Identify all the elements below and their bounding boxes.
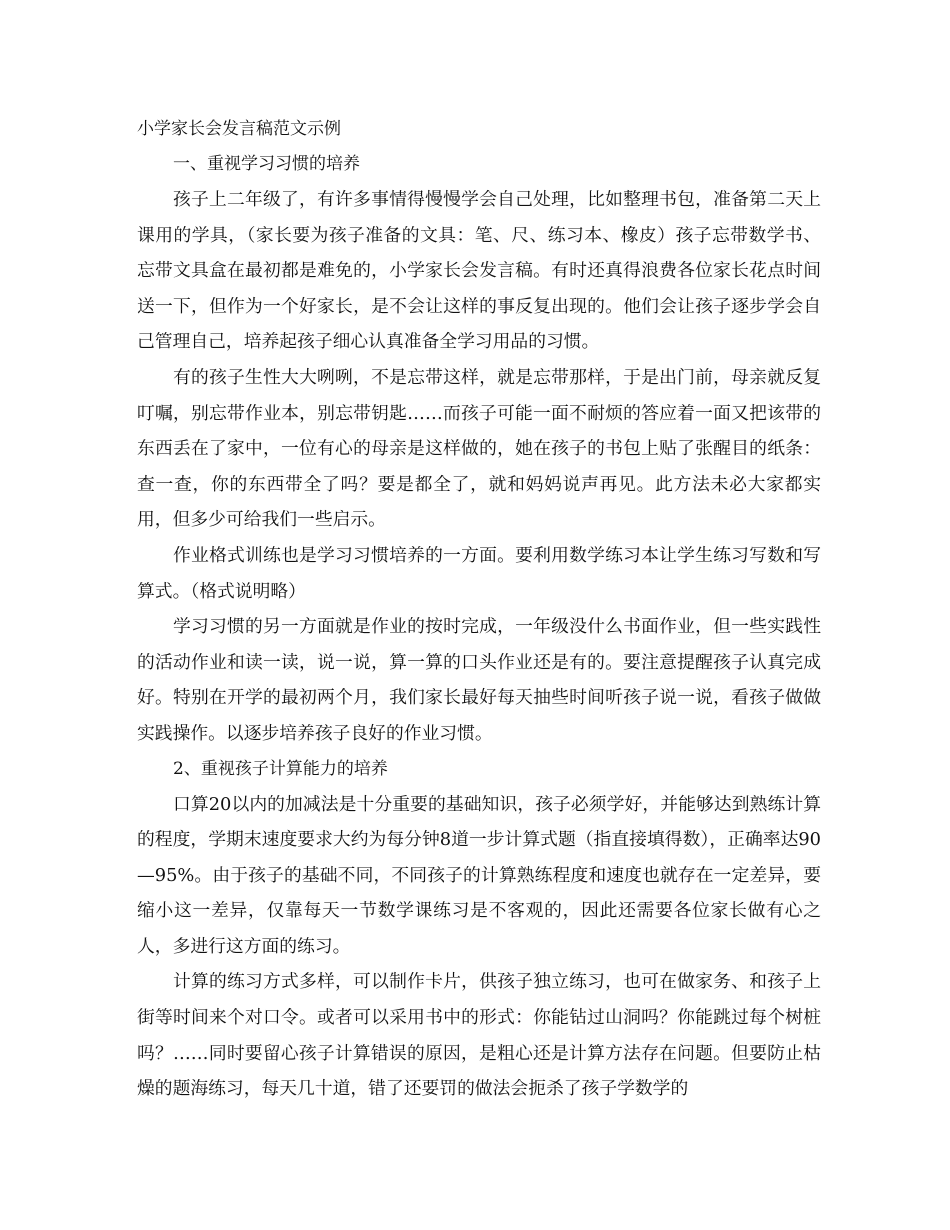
paragraph: 作业格式训练也是学习习惯培养的一方面。要利用数学练习本让学生练习写数和写算式。（格式说明略） <box>137 544 821 602</box>
paragraph: 孩子上二年级了，有许多事情得慢慢学会自己处理，比如整理书包，准备第二天上课用的学具，（家长要为孩子准备的文具：笔、尺、练习本、橡皮）孩子忘带数学书、忘带文具盒在最初都是难免的，小学家长会发言稿。有时还真得浪费各位家长花点时间送一下，但作为一个好家长，是不会让这样的事反复出现的。他们会让孩子逐步学会自己管理自己，培养起孩子细心认真准备全学习用品的习惯。 <box>137 189 821 353</box>
section-heading-study-habits: 一、重视学习习惯的培养 <box>173 154 360 174</box>
paragraph: 有的孩子生性大大咧咧，不是忘带这样，就是忘带那样，于是出门前，母亲就反复叮嘱，别忘带作业本，别忘带钥匙……而孩子可能一面不耐烦的答应着一面又把该带的东西丢在了家中，一位有心的母亲是这样做的，她在孩子的书包上贴了张醒目的纸条：查一查，你的东西带全了吗？要是都全了，就和妈妈说声再见。此方法未必大家都实用，但多少可给我们一些启示。 <box>137 366 821 531</box>
paragraph: 口算20以内的加减法是十分重要的基础知识，孩子必须学好，并能够达到熟练计算的程度，学期末速度要求大约为每分钟8道一步计算式题（指直接填得数），正确率达90—95%。由于孩子的基础不同，不同孩子的计算熟练程度和速度也就存在一定差异，要缩小这一差异，仅靠每天一节数学课练习是不客观的，因此还需要各位家长做有心之人，多进行这方面的练习。 <box>137 793 821 957</box>
document-page <box>137 112 821 1107</box>
paragraph: 学习习惯的另一方面就是作业的按时完成，一年级没什么书面作业，但一些实践性的活动作业和读一读，说一说，算一算的口头作业还是有的。要注意提醒孩子认真完成好。特别在开学的最初两个月，我们家长最好每天抽些时间听孩子说一说，看孩子做做实践操作。以逐步培养孩子良好的作业习惯。 <box>137 616 821 744</box>
paragraph: 计算的练习方式多样，可以制作卡片，供孩子独立练习，也可在做家务、和孩子上街等时间来个对口令。或者可以采用书中的形式：你能钻过山洞吗？你能跳过每个树桩吗？……同时要留心孩子计算错误的原因，是粗心还是计算方法存在问题。但要防止枯燥的题海练习，每天几十道，错了还要罚的做法会扼杀了孩子学数学的 <box>137 971 821 1100</box>
document-title: 小学家长会发言稿范文示例 <box>137 119 341 139</box>
section-heading-calculation-ability: 2、重视孩子计算能力的培养 <box>173 758 388 779</box>
